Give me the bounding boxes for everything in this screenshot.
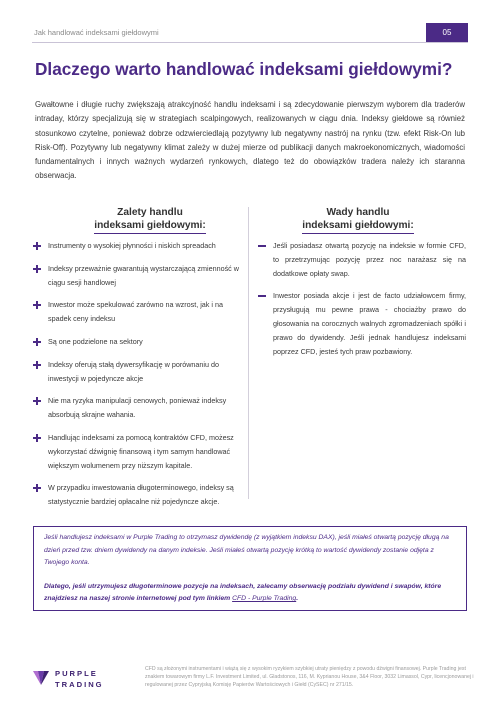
logo-text	[55, 668, 104, 690]
footer-disclaimer: CFD są złożonymi instrumentami i wiążą się z wysokim ryzykiem szybkiej utraty pieniędzy z powodu dźwigni finansowej. Purple Trading jest znakiem towarowym firmy L.F. Investment Limited, ul. Gladstonos, 116, M. Kyprianou House, 3&4 Floor, 3032 Limassol, Cypr, licencjonowanej i regulowanej przez Cypryjską Komisję Papierów Wartościowych i Giełd (CySEC) nr 271/15.	[145, 666, 474, 689]
plus-icon	[33, 301, 41, 309]
pros-item	[33, 262, 240, 290]
minus-icon	[258, 245, 266, 247]
pros-item-text: Instrumenty o wysokiej płynności i niskich spreadach	[48, 241, 216, 250]
purple-trading-logo	[33, 665, 113, 693]
note-paragraph-1: Jeśli handlujesz indeksami w Purple Trading to otrzymasz dywidendę (z wyjątkiem indeksu DAX), jeśli miałeś otwartą pozycję długą na dzień przed tzw. dniem dywidendy na danym indeksie. Jeśli miałeś otwartą pozycję krótką to wartość dywidendy zostanie odjęta z Twojego konta.	[44, 534, 449, 567]
header-title: Jak handlować indeksami giełdowymi	[34, 28, 159, 37]
pros-heading	[60, 207, 240, 234]
pros-heading-line1: Zalety handlu	[117, 207, 183, 218]
pros-item	[33, 481, 240, 509]
intro-paragraph: Gwałtowne i długie ruchy zwiększają atrakcyjność handlu indeksami i są zdecydowanie pierwszym wyborem dla traderów intraday, którzy specjalizują się w strategiach scalpingowych, realizowanych w ciągu dnia. Indeksy giełdowe są również stosunkowo czytelne, ponieważ dobrze odzwierciedlają pozytywny lub negatywny nastrój na rynku (tzw. efekt Risk-On lub Risk-Off). Pozytywny lub negatywny klimat zależy w dużej mierze od publikacji danych makroekonomicznych, wiadomości fundamentalnych i innych ważnych wydarzeń rynkowych, dlatego też do obowiązków tradera należy ich staranna obserwacja.	[35, 100, 465, 181]
pros-item-text: Inwestor może spekulować zarówno na wzrost, jak i na spadek ceny indeksu	[48, 300, 223, 324]
plus-icon	[33, 361, 41, 369]
cfd-purple-trading-link[interactable]: CFD - Purple Trading	[232, 595, 297, 603]
pros-item	[33, 358, 240, 386]
pros-item-text: Handlując indeksami za pomocą kontraktów CFD, możesz wykorzystać dźwignię finansową i tym samym handlować większym wolumenem przy niższym kapitale.	[48, 432, 234, 470]
note-paragraph-2-text: Dlatego, jeśli utrzymujesz długoterminowe pozycje na indeksach, zalecamy obserwację podziału dywidend i swapów, które znajdziesz na naszej stronie internetowej pod tym linkiem	[44, 582, 442, 603]
plus-icon	[33, 265, 41, 273]
cons-heading-line1: Wady handlu	[326, 207, 390, 218]
pros-item	[33, 239, 240, 253]
cons-heading-line2: indeksami giełdowymi:	[302, 220, 414, 235]
plus-icon	[33, 397, 41, 405]
pros-item-text: Indeksy oferują stałą dywersyfikację w porównaniu do inwestycji w pojedyncze akcje	[48, 359, 219, 383]
cons-item	[258, 289, 466, 358]
minus-icon	[258, 295, 266, 297]
plus-icon	[33, 338, 41, 346]
pros-item-text: W przypadku inwestowania długoterminowego, indeksy są statystycznie bardziej opłacalne niż pojedyncze akcje.	[48, 483, 234, 507]
plus-icon	[33, 242, 41, 250]
cons-heading	[268, 207, 448, 234]
pros-list	[33, 239, 240, 518]
dividend-note-box	[33, 526, 467, 611]
page-number-badge: 05	[426, 23, 468, 42]
plus-icon	[33, 484, 41, 492]
pros-item	[33, 335, 240, 349]
page-header	[32, 23, 468, 43]
pros-item	[33, 431, 240, 472]
pros-item-text: Są one podzielone na sektory	[48, 336, 143, 346]
pros-item	[33, 394, 240, 422]
logo-triangle-icon	[33, 671, 49, 685]
cons-item-text: Jeśli posiadasz otwartą pozycję na indeksie w formie CFD, to przetrzymując pozycję przez noc narażasz się na dodatkowe opłaty swap.	[273, 241, 466, 278]
plus-icon	[33, 434, 41, 442]
pros-item-text: Nie ma ryzyka manipulacji cenowych, ponieważ indeksy absorbują skrajne wahania.	[48, 396, 227, 420]
cons-item	[258, 239, 466, 280]
pros-item	[33, 298, 240, 326]
cons-list	[258, 239, 466, 367]
note-paragraph-2	[44, 581, 456, 606]
cons-item-text: Inwestor posiada akcje i jest de facto udziałowcem firmy, przysługują mu pewne prawa - chociażby prawo do głosowania na corocznych walnych zgromadzeniach spółki i prawo do dywidendy. Jeśli jednak handlujesz indeksami poprzez CFD, jesteś tych praw pozbawiony.	[273, 291, 466, 356]
logo-line2: TRADING	[55, 680, 104, 689]
note-link-end: .	[296, 595, 299, 603]
pros-heading-line2: indeksami giełdowymi:	[94, 220, 206, 235]
pros-item-text: Indeksy przeważnie gwarantują wystarczającą zmienność w ciągu sesji handlowej	[48, 263, 239, 287]
page-title: Dlaczego warto handlować indeksami giełdowymi?	[35, 59, 453, 79]
column-divider	[248, 207, 249, 499]
logo-line1: PURPLE	[55, 669, 98, 678]
